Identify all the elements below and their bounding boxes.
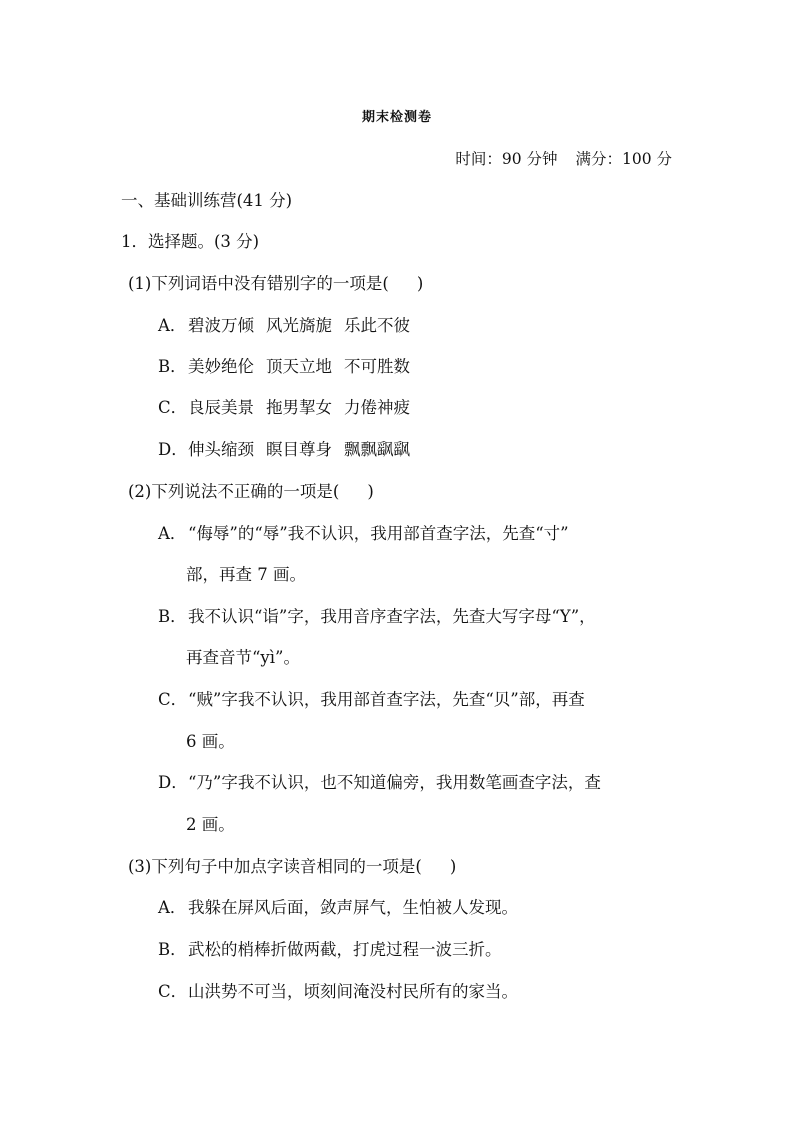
option-letter: D． [158,773,188,792]
option-word: 力倦神疲 [344,398,410,417]
option-word: 瞑目尊身 [266,440,332,459]
subquestion-2-stem [128,480,374,504]
option-text: 我不认识“诣”字，我用音序查字法，先查大写字母“Y”， [188,607,596,626]
option-2b-line2: 再查音节“yì”。 [186,648,300,667]
option-text: 山洪势不可当，顷刻间淹没村民所有的家当。 [188,982,518,1001]
option-text: “侮辱”的“辱”我不认识，我用部首查字法，先查“寸” [188,524,569,543]
subquestion-3-stem-text: (3)下列句子中加点字读音相同的一项是( [128,857,422,876]
subquestion-1-stem-text: (1)下列词语中没有错别字的一项是( [128,274,389,293]
option-1c [158,396,410,420]
option-2b-line1 [158,605,596,629]
option-3c [158,980,518,1004]
option-2a-line1 [158,522,569,546]
option-letter: C． [158,982,188,1001]
exam-time: 时间：90 分钟 [455,150,558,168]
option-2c-line1 [158,688,585,712]
option-word: 风光旖旎 [266,316,332,335]
option-2d-line1 [158,771,601,795]
option-letter: A． [158,524,187,543]
option-word: 拖男挈女 [266,398,332,417]
subquestion-2-stem-close: ) [367,482,374,501]
option-word: 乐此不彼 [344,316,410,335]
exam-full-score: 满分：100 分 [575,150,672,168]
option-2c-line2: 6 画。 [186,732,235,751]
option-letter: B． [158,607,187,626]
question-1-stem: 1．选择题。(3 分) [121,232,260,251]
option-letter: C． [158,398,188,417]
subquestion-2-stem-text: (2)下列说法不正确的一项是( [128,482,340,501]
option-word: 美妙绝伦 [188,357,254,376]
option-word: 碧波万倾 [188,316,254,335]
option-letter: B． [158,940,187,959]
subquestion-3-stem [128,855,456,879]
section-heading: 一、基础训练营(41 分) [121,191,293,210]
subquestion-3-stem-close: ) [449,857,457,876]
option-letter: A． [158,316,187,335]
option-word: 不可胜数 [344,357,410,376]
subquestion-1-stem [128,272,423,296]
option-letter: C． [158,690,188,709]
exam-meta [455,147,672,169]
option-letter: B． [158,357,187,376]
option-text: 武松的梢棒折做两截，打虎过程一波三折。 [188,940,502,959]
option-word: 顶天立地 [266,357,332,376]
subquestion-1-stem-close: ) [416,274,424,293]
option-1d [158,438,410,462]
option-letter: A． [158,898,187,917]
option-3b [158,938,502,962]
option-1b [158,355,410,379]
option-2a-line2: 部，再查 7 画。 [186,565,306,584]
option-letter: D． [158,440,188,459]
exam-title: 期末检测卷 [361,110,432,125]
option-2d-line2: 2 画。 [186,815,235,834]
option-word: 伸头缩颈 [188,440,254,459]
option-text: 我躲在屏风后面，敛声屏气，生怕被人发现。 [188,898,518,917]
option-3a [158,896,518,920]
option-text: “贼”字我不认识，我用部首查字法，先查“贝”部，再查 [188,690,585,709]
option-text: “乃”字我不认识，也不知道偏旁，我用数笔画查字法，查 [188,773,601,792]
option-word: 飘飘飖飖 [344,440,410,459]
option-1a [158,314,410,338]
option-word: 良辰美景 [188,398,254,417]
